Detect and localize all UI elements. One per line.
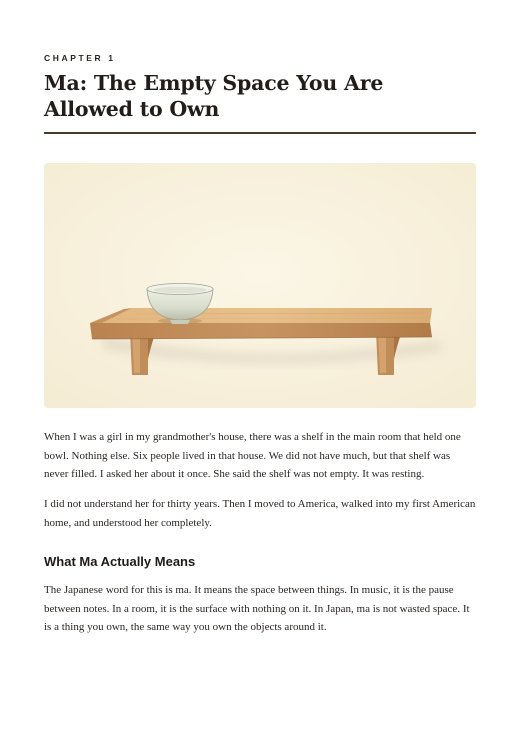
chapter-title: Ma: The Empty Space You Are Allowed to Own — [44, 71, 384, 121]
chapter-kicker: CHAPTER 1 — [44, 53, 116, 63]
shelf-with-bowl-icon — [44, 163, 476, 408]
shelf-front — [90, 323, 432, 339]
shelf-top — [102, 308, 432, 323]
paragraph-america: I did not understand her for thirty years. Then I moved to America, walked into my first American home, and understood her completely. — [44, 498, 476, 529]
paragraph-ma-definition: The Japanese word for this is ma. It means the space between things. In music, it is the pause between notes. In a room, it is the surface with nothing on it. In Japan, ma is not wasted space. It is a thing you own, the same way you own the objects around it. — [44, 584, 470, 633]
title-divider — [44, 132, 476, 134]
paragraph-intro: When I was a girl in my grandmother's house, there was a shelf in the main room that held one bowl. Nothing else. Six people lived in that house. We did not have much, but that shelf was never filled. I asked her about it once. She said the shelf was not empty. It was resting. — [44, 431, 461, 480]
shelf-illustration — [44, 163, 476, 408]
section-heading: What Ma Actually Means — [44, 554, 196, 569]
